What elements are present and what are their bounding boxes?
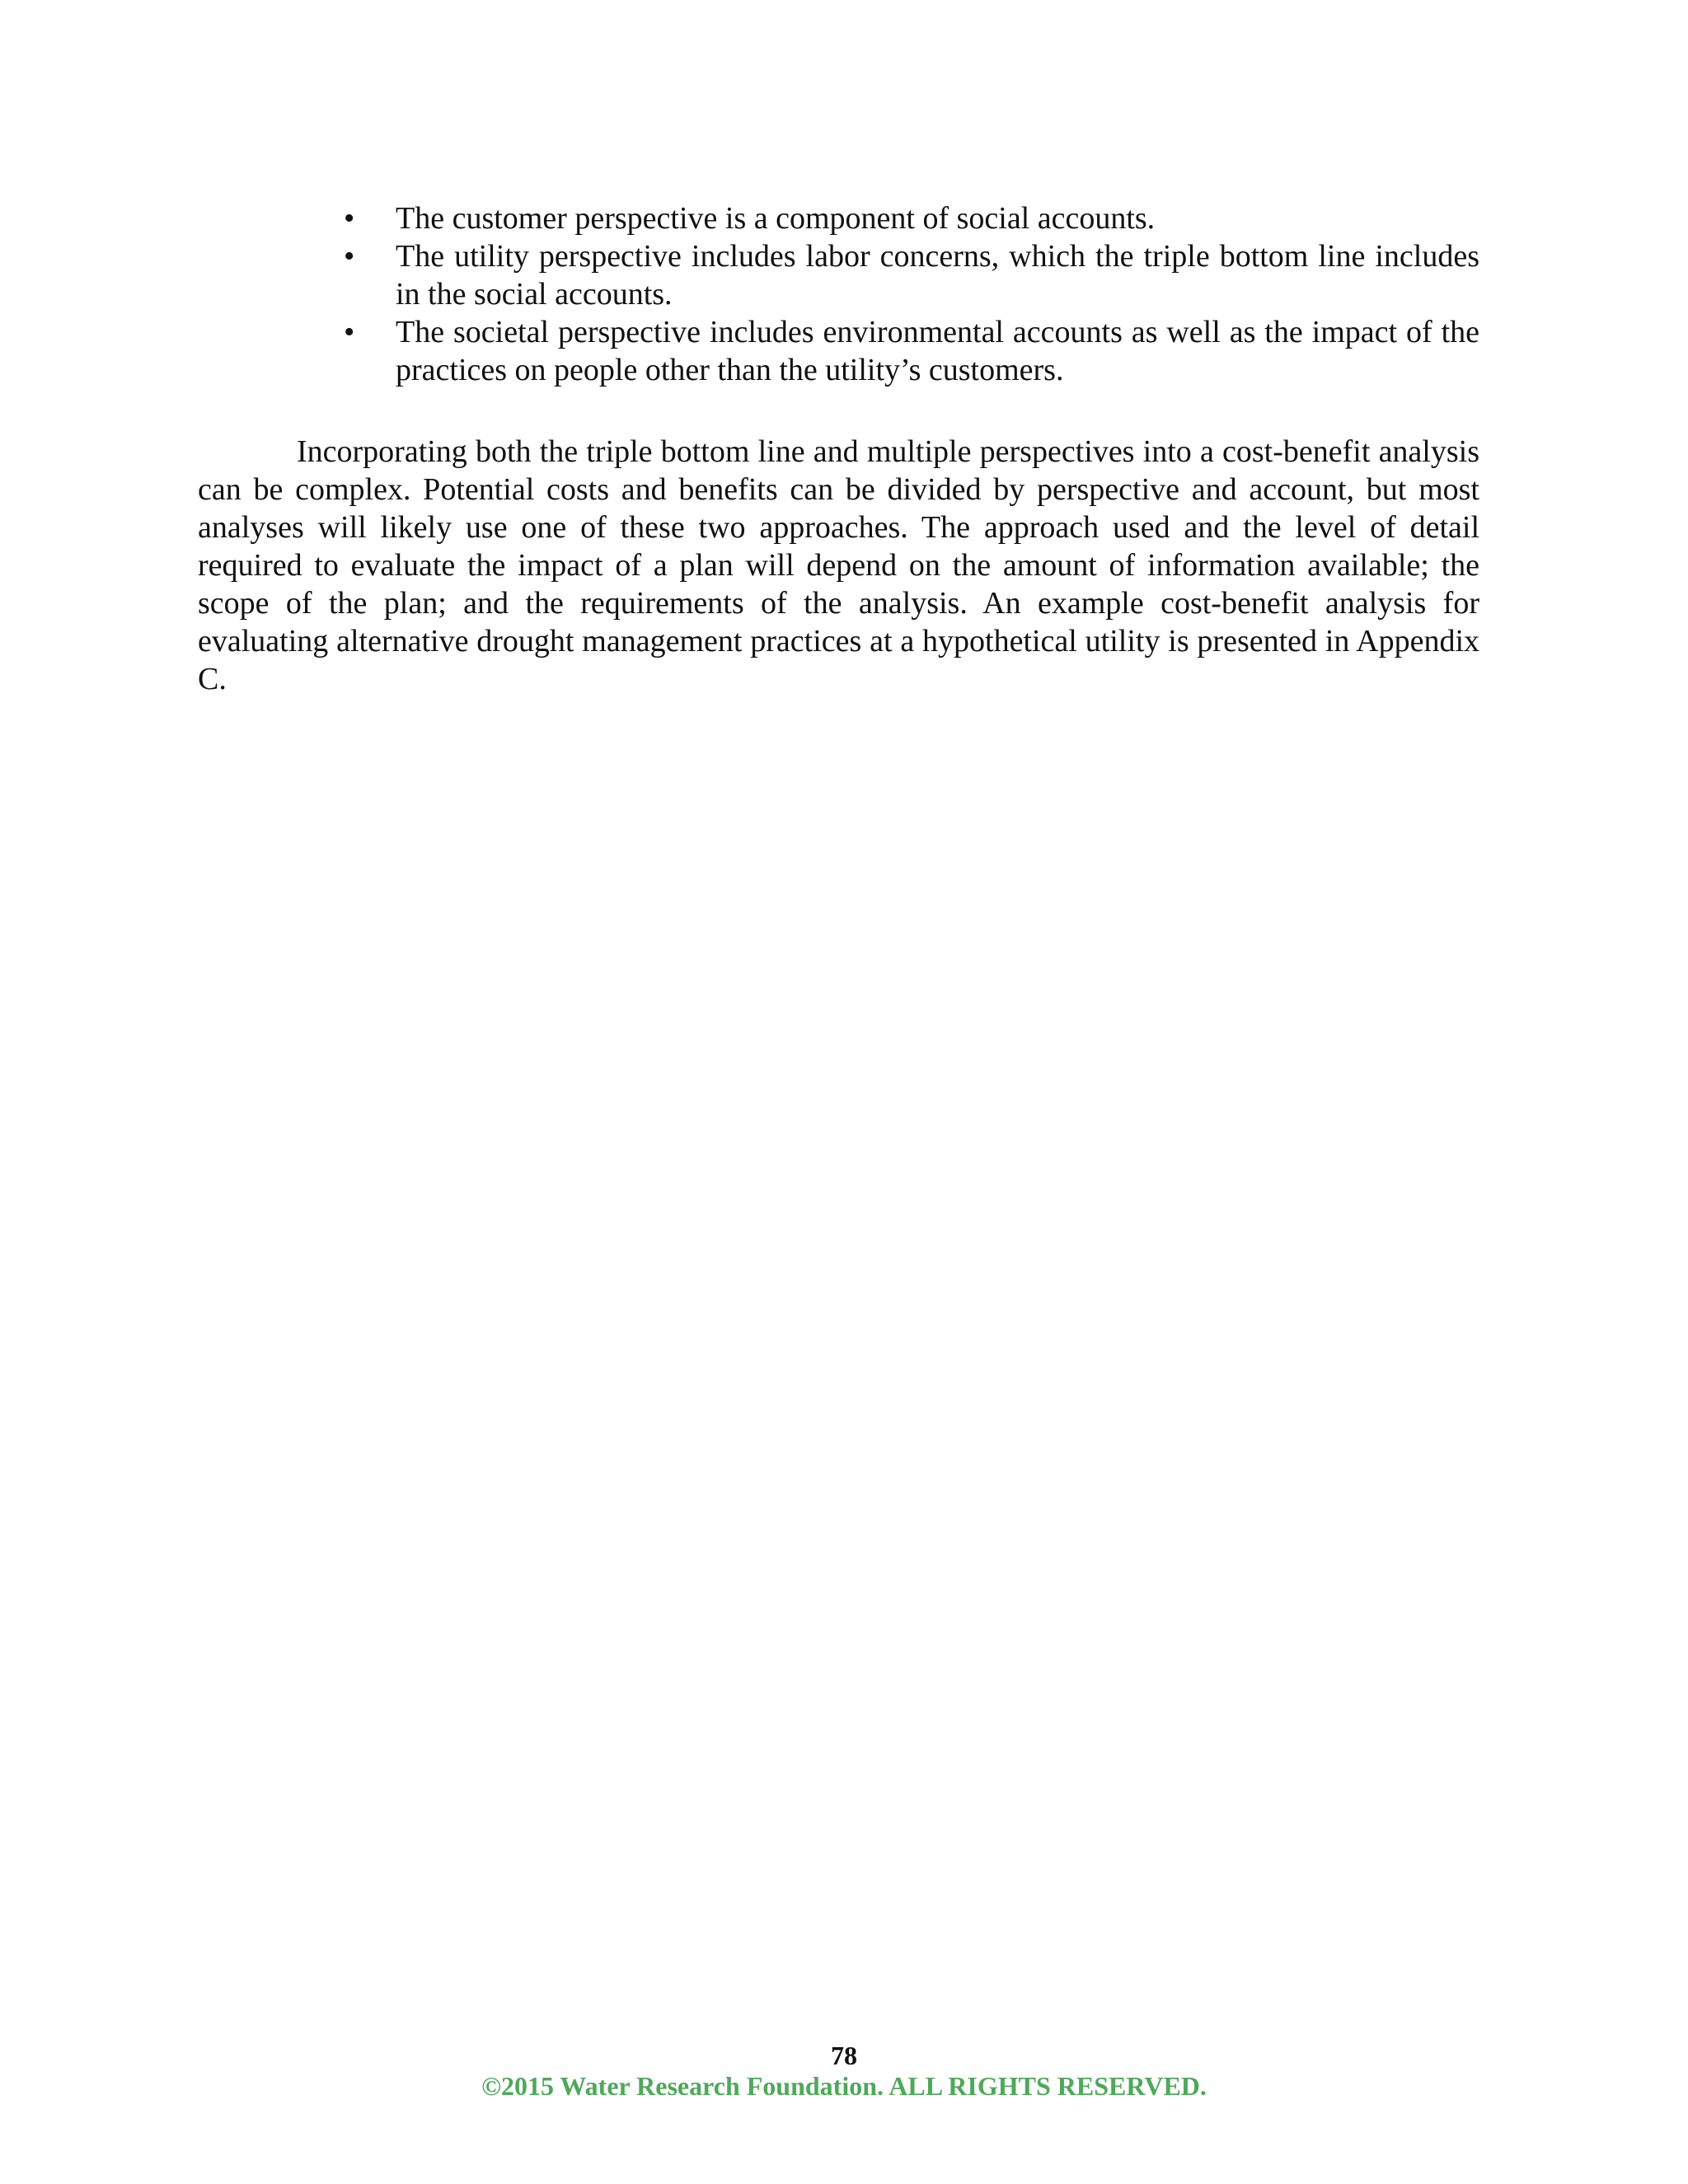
copyright-notice: ©2015 Water Research Foundation. ALL RIGHTS RESERVED.	[481, 2071, 1207, 2101]
bullet-text: The utility perspective includes labor concerns, which the triple bottom line includes in the social accounts.	[396, 239, 1479, 312]
bullet-item	[342, 199, 1479, 237]
bullet-text: The societal perspective includes environmental accounts as well as the impact of the practices on people other than the utility’s customers.	[396, 315, 1479, 387]
bullet-symbol: •	[344, 315, 355, 349]
bullet-item	[342, 313, 1479, 389]
body-paragraph: Incorporating both the triple bottom line and multiple perspectives into a cost-benefit analysis can be complex. Potential costs and benefits can be divided by perspective and account, but most analyses will likely use one of these two approaches. The approach used and the level of detail required to evaluate the impact of a plan will depend on the amount of information available; the scope of the plan; and the requirements of the analysis. An example cost-benefit analysis for evaluating alternative drought management practices at a hypothetical utility is presented in Appendix C.	[198, 434, 1479, 696]
bullet-symbol: •	[344, 239, 355, 274]
bullet-symbol: •	[344, 201, 355, 236]
page-number: 78	[831, 2041, 857, 2070]
bullet-list	[342, 199, 1479, 389]
bullet-item	[342, 237, 1479, 313]
bullet-text: The customer perspective is a component of social accounts.	[396, 201, 1156, 236]
